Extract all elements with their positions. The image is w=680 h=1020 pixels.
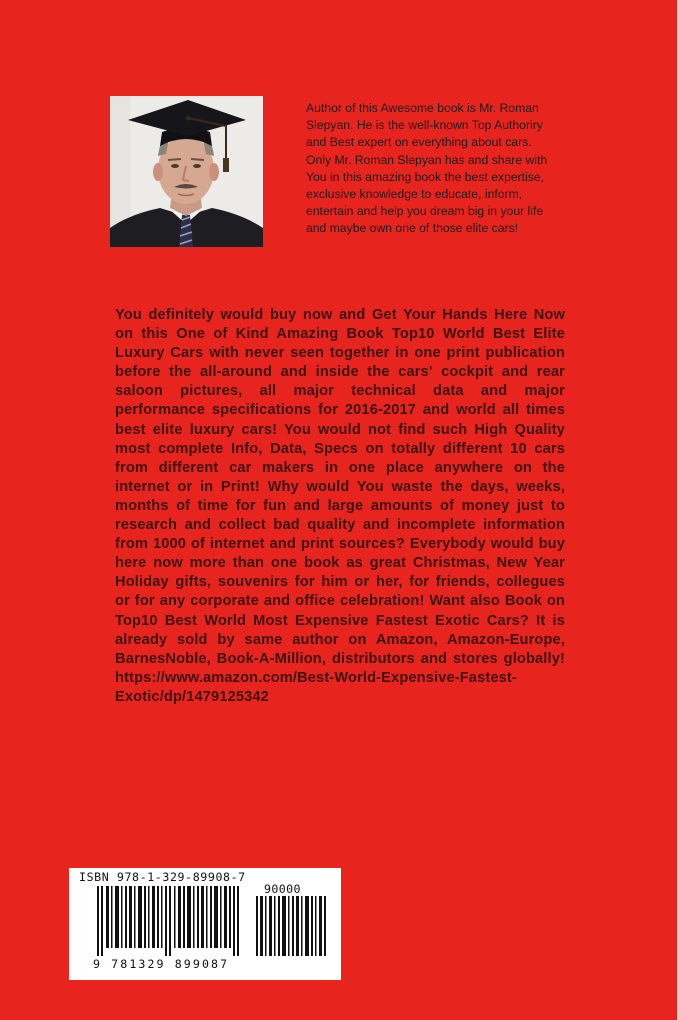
isbn-barcode — [69, 868, 341, 980]
author-bio: Author of this Awesome book is Mr. Roman Slepyan. He is the well-known Top Authoriry and Best expert on everything about cars. Only Mr. Roman Slepyan has and share with You in this amazing book the best expertise, exclusive knowledge to educate, inform, entertain and help you dream big in your life and maybe own one of those elite cars! — [306, 101, 548, 236]
ean-digits: 9 781329 899087 — [93, 957, 230, 971]
ean-barcode-bars — [97, 886, 247, 956]
isbn-number: ISBN 978-1-329-89908-7 — [79, 870, 246, 884]
book-description: You definitely would buy now and Get Your Hands Here Now on this One of Kind Amazing Book Top10 World Best Elite Luxury Cars with never seen together in one print publication before the all-around and inside the cars' cockpit and rear saloon pictures, all major technical data and major performance specifications for 2016-2017 and world all times best elite luxury cars! You would not find such High Quality most complete Info, Data, Specs on totally different 10 cars from different car makers in one place anywhere on the internet or in Print! Why would You waste the days, weeks, months of time for fun and large amounts of money just to research and collect bad quality and incomplete information from 1000 of internet and print sources? Everybody would buy here now more than one book as great Christmas, New Year Holiday gifts, souvenirs for him or her, for friends, collegues or for any corporate and office celebration! Want also Book on Top10 Best World Most Expensive Fastest Exotic Cars? It is already sold by same author on Amazon, Amazon-Europe, BarnesNoble, Book-A-Million, distributors and stores globally! https://www.amazon.com/Best-World-Expensive-Fastest-Exotic/dp/1479125342 — [115, 307, 565, 705]
author-photo — [110, 96, 263, 247]
price-addon-bars — [256, 896, 328, 956]
price-code: 90000 — [264, 882, 301, 896]
